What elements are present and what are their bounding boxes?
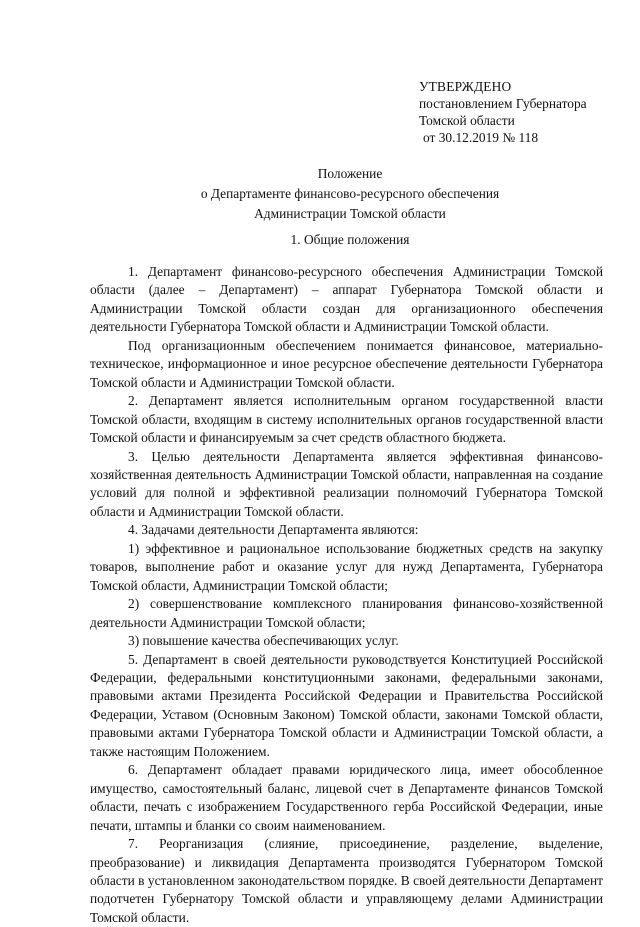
paragraph: 5. Департамент в своей деятельности руководствуется Конституцией Российской Федерации, федеральными конституционными законами, федеральными законами, правовыми актами Президента Российской Федерации и Правительства Российской Федерации, Уставом (Основным Законом) Томской области, законами Томской области, правовыми актами Губернатора Томской области и Администрации Томской области, а также настоящим Положением.	[90, 651, 603, 759]
document-body	[90, 263, 603, 927]
approval-line-date: от 30.12.2019 № 118	[423, 130, 539, 145]
paragraph: 7. Реорганизация (слияние, присоединение, разделение, выделение, преобразование) и ликвидация Департамента производятся Губернатором Томской области в установленном законодательством порядке. В своей деятельности Департамент подотчетен Губернатору Томской области и управляющему делами Администрации Томской области.	[90, 836, 603, 925]
title-line-3: Администрации Томской области	[254, 206, 446, 221]
title-line-1: Положение	[317, 166, 383, 181]
paragraph: 3. Целью деятельности Департамента является эффективная финансово-хозяйственная деятельность Администрации Томской области, направленная на создание условий для полной и эффективной реализации полномочий Губернатора Томской области и Администрации Томской области.	[90, 448, 603, 519]
document-title	[80, 164, 620, 224]
paragraph: 2) совершенствование комплексного планирования финансово-хозяйственной деятельности Администрации Томской области;	[90, 596, 603, 630]
approval-heading: УТВЕРЖДЕНО	[419, 79, 512, 94]
paragraph: Под организационным обеспечением понимается финансовое, материально-техническое, информационное и иное ресурсное обеспечение деятельности Губернатора Томской области и Администрации Томской области.	[90, 337, 603, 390]
paragraph: 6. Департамент обладает правами юридического лица, имеет обособленное имущество, самостоятельный баланс, лицевой счет в Департаменте финансов Томской области, печать с изображением Государственного герба Российской Федерации, иные печати, штампы и бланки со своим наименованием.	[90, 762, 603, 833]
title-line-2: о Департаменте финансово-ресурсного обеспечения	[200, 186, 500, 201]
paragraph: 2. Департамент является исполнительным органом государственной власти Томской области, входящим в систему исполнительных органов государственной власти Томской области и финансируемым за счет средств областного бюджета.	[90, 393, 603, 446]
paragraph: 4. Задачами деятельности Департамента являются:	[128, 522, 419, 538]
paragraph: 3) повышение качества обеспечивающих услуг.	[128, 633, 399, 649]
section-heading: 1. Общие положения	[290, 232, 410, 247]
approval-line-region: Томской области	[419, 113, 515, 128]
approval-stamp	[419, 78, 629, 146]
paragraph: 1. Департамент финансово-ресурсного обеспечения Администрации Томской области (далее – Департамент) – аппарат Губернатора Томской области и Администрации Томской области создан для организационного обеспечения деятельности Губернатора Томской области и Администрации Томской области.	[90, 264, 603, 335]
approval-line-decree: постановлением Губернатора	[419, 96, 587, 111]
paragraph: 1) эффективное и рациональное использование бюджетных средств на закупку товаров, выполнение работ и оказание услуг для нужд Департамента, Губернатора Томской области, Администрации Томской области;	[90, 540, 603, 593]
